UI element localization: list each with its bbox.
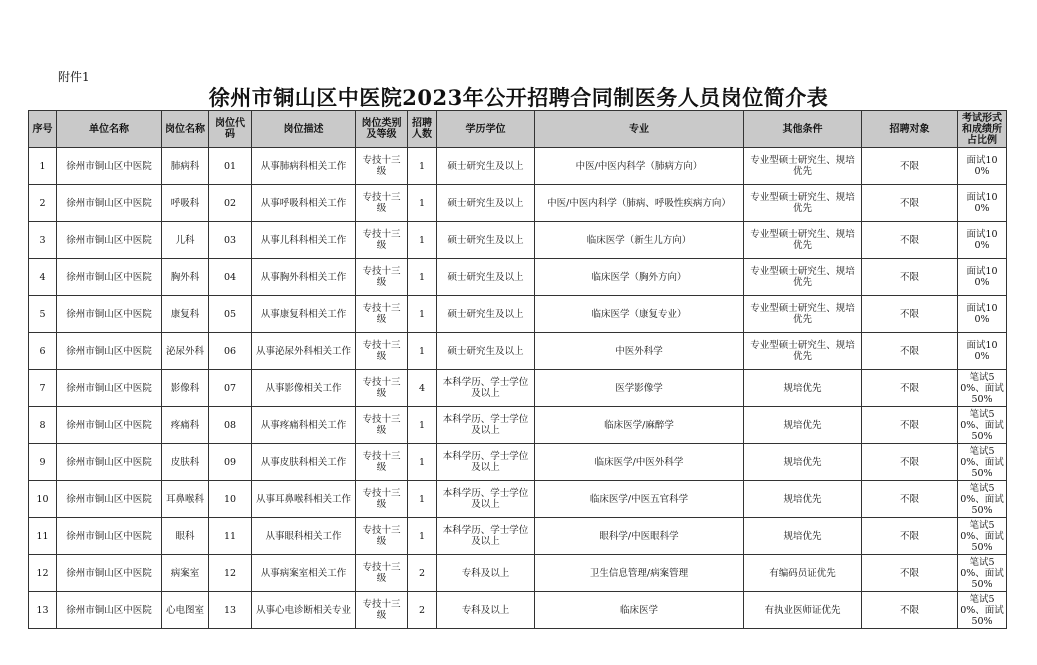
cell-target: 不限: [862, 370, 958, 407]
cell-unit: 徐州市铜山区中医院: [57, 259, 162, 296]
cell-count: 1: [408, 185, 437, 222]
cell-description: 从事康复科相关工作: [252, 296, 356, 333]
table-row: [29, 444, 1007, 481]
cell-conditions: 专业型硕士研究生、规培优先: [744, 222, 862, 259]
cell-description: 从事影像相关工作: [252, 370, 356, 407]
table-row: [29, 296, 1007, 333]
cell-target: 不限: [862, 481, 958, 518]
cell-position: 儿科: [162, 222, 209, 259]
cell-unit: 徐州市铜山区中医院: [57, 222, 162, 259]
cell-index: 11: [29, 518, 57, 555]
cell-target: 不限: [862, 555, 958, 592]
cell-code: 09: [209, 444, 252, 481]
cell-category: 专技十三级: [356, 259, 408, 296]
cell-index: 6: [29, 333, 57, 370]
cell-conditions: 专业型硕士研究生、规培优先: [744, 333, 862, 370]
cell-description: 从事耳鼻喉科相关工作: [252, 481, 356, 518]
cell-exam: 面试100%: [958, 148, 1007, 185]
cell-position: 胸外科: [162, 259, 209, 296]
cell-target: 不限: [862, 222, 958, 259]
cell-category: 专技十三级: [356, 185, 408, 222]
cell-exam: 笔试50%、面试50%: [958, 555, 1007, 592]
cell-conditions: 有执业医师证优先: [744, 592, 862, 629]
col-position: 岗位名称: [162, 111, 209, 148]
cell-code: 11: [209, 518, 252, 555]
table-row: [29, 518, 1007, 555]
cell-category: 专技十三级: [356, 592, 408, 629]
cell-target: 不限: [862, 185, 958, 222]
cell-conditions: 专业型硕士研究生、规培优先: [744, 185, 862, 222]
cell-category: 专技十三级: [356, 444, 408, 481]
cell-exam: 笔试50%、面试50%: [958, 518, 1007, 555]
cell-education: 本科学历、学士学位及以上: [437, 407, 535, 444]
cell-major: 眼科学/中医眼科学: [535, 518, 744, 555]
cell-position: 疼痛科: [162, 407, 209, 444]
table-header-row: [29, 111, 1007, 148]
cell-conditions: 规培优先: [744, 444, 862, 481]
table-row: [29, 222, 1007, 259]
cell-description: 从事儿科科相关工作: [252, 222, 356, 259]
cell-code: 13: [209, 592, 252, 629]
cell-index: 9: [29, 444, 57, 481]
cell-category: 专技十三级: [356, 555, 408, 592]
cell-position: 呼吸科: [162, 185, 209, 222]
cell-major: 医学影像学: [535, 370, 744, 407]
table-row: [29, 333, 1007, 370]
cell-major: 中医/中医内科学（肺病、呼吸性疾病方向）: [535, 185, 744, 222]
col-major: 专业: [535, 111, 744, 148]
cell-education: 专科及以上: [437, 555, 535, 592]
cell-position: 皮肤科: [162, 444, 209, 481]
col-target: 招聘对象: [862, 111, 958, 148]
attachment-label: 附件1: [58, 70, 90, 84]
cell-exam: 笔试50%、面试50%: [958, 370, 1007, 407]
col-description: 岗位描述: [252, 111, 356, 148]
cell-index: 4: [29, 259, 57, 296]
col-code: 岗位代码: [209, 111, 252, 148]
cell-education: 硕士研究生及以上: [437, 333, 535, 370]
cell-position: 耳鼻喉科: [162, 481, 209, 518]
cell-count: 1: [408, 333, 437, 370]
cell-target: 不限: [862, 518, 958, 555]
cell-education: 本科学历、学士学位及以上: [437, 518, 535, 555]
cell-description: 从事心电诊断相关专业: [252, 592, 356, 629]
cell-major: 中医/中医内科学（肺病方向）: [535, 148, 744, 185]
cell-position: 眼科: [162, 518, 209, 555]
cell-major: 临床医学（胸外方向）: [535, 259, 744, 296]
cell-target: 不限: [862, 407, 958, 444]
cell-count: 1: [408, 444, 437, 481]
cell-education: 硕士研究生及以上: [437, 148, 535, 185]
cell-count: 1: [408, 296, 437, 333]
cell-target: 不限: [862, 148, 958, 185]
cell-major: 临床医学/中医外科学: [535, 444, 744, 481]
cell-index: 13: [29, 592, 57, 629]
cell-index: 12: [29, 555, 57, 592]
cell-conditions: 专业型硕士研究生、规培优先: [744, 259, 862, 296]
table-row: [29, 407, 1007, 444]
cell-index: 5: [29, 296, 57, 333]
table-row: [29, 555, 1007, 592]
cell-count: 4: [408, 370, 437, 407]
cell-code: 06: [209, 333, 252, 370]
cell-count: 2: [408, 555, 437, 592]
cell-education: 硕士研究生及以上: [437, 185, 535, 222]
cell-education: 本科学历、学士学位及以上: [437, 370, 535, 407]
col-education: 学历学位: [437, 111, 535, 148]
cell-code: 04: [209, 259, 252, 296]
cell-description: 从事胸外科相关工作: [252, 259, 356, 296]
cell-major: 中医外科学: [535, 333, 744, 370]
cell-exam: 笔试50%、面试50%: [958, 444, 1007, 481]
cell-unit: 徐州市铜山区中医院: [57, 555, 162, 592]
cell-unit: 徐州市铜山区中医院: [57, 148, 162, 185]
cell-code: 12: [209, 555, 252, 592]
cell-major: 临床医学/麻醉学: [535, 407, 744, 444]
cell-position: 心电图室: [162, 592, 209, 629]
cell-conditions: 规培优先: [744, 518, 862, 555]
cell-code: 07: [209, 370, 252, 407]
cell-conditions: 规培优先: [744, 481, 862, 518]
cell-conditions: 专业型硕士研究生、规培优先: [744, 296, 862, 333]
cell-unit: 徐州市铜山区中医院: [57, 185, 162, 222]
cell-description: 从事泌尿外科相关工作: [252, 333, 356, 370]
cell-count: 1: [408, 148, 437, 185]
cell-code: 03: [209, 222, 252, 259]
cell-exam: 笔试50%、面试50%: [958, 592, 1007, 629]
cell-description: 从事肺病科相关工作: [252, 148, 356, 185]
cell-unit: 徐州市铜山区中医院: [57, 370, 162, 407]
cell-category: 专技十三级: [356, 222, 408, 259]
cell-count: 1: [408, 222, 437, 259]
cell-count: 2: [408, 592, 437, 629]
cell-exam: 面试100%: [958, 222, 1007, 259]
cell-exam: 面试100%: [958, 296, 1007, 333]
cell-count: 1: [408, 259, 437, 296]
cell-exam: 面试100%: [958, 259, 1007, 296]
cell-major: 临床医学: [535, 592, 744, 629]
cell-conditions: 规培优先: [744, 407, 862, 444]
cell-category: 专技十三级: [356, 333, 408, 370]
cell-unit: 徐州市铜山区中医院: [57, 296, 162, 333]
cell-category: 专技十三级: [356, 148, 408, 185]
cell-description: 从事病案室相关工作: [252, 555, 356, 592]
cell-index: 10: [29, 481, 57, 518]
cell-category: 专技十三级: [356, 296, 408, 333]
cell-description: 从事呼吸科相关工作: [252, 185, 356, 222]
cell-education: 硕士研究生及以上: [437, 222, 535, 259]
col-conditions: 其他条件: [744, 111, 862, 148]
cell-education: 本科学历、学士学位及以上: [437, 481, 535, 518]
cell-target: 不限: [862, 333, 958, 370]
table-row: [29, 148, 1007, 185]
cell-description: 从事疼痛科相关工作: [252, 407, 356, 444]
cell-target: 不限: [862, 259, 958, 296]
cell-unit: 徐州市铜山区中医院: [57, 592, 162, 629]
cell-education: 本科学历、学士学位及以上: [437, 444, 535, 481]
cell-index: 1: [29, 148, 57, 185]
table-row: [29, 592, 1007, 629]
table-row: [29, 185, 1007, 222]
cell-unit: 徐州市铜山区中医院: [57, 518, 162, 555]
cell-code: 02: [209, 185, 252, 222]
cell-position: 肺病科: [162, 148, 209, 185]
cell-target: 不限: [862, 592, 958, 629]
positions-table: [28, 110, 1007, 629]
table-row: [29, 259, 1007, 296]
cell-unit: 徐州市铜山区中医院: [57, 407, 162, 444]
cell-count: 1: [408, 407, 437, 444]
cell-unit: 徐州市铜山区中医院: [57, 444, 162, 481]
col-unit: 单位名称: [57, 111, 162, 148]
table-row: [29, 370, 1007, 407]
cell-major: 卫生信息管理/病案管理: [535, 555, 744, 592]
cell-conditions: 专业型硕士研究生、规培优先: [744, 148, 862, 185]
cell-exam: 面试100%: [958, 185, 1007, 222]
cell-conditions: 有编码员证优先: [744, 555, 862, 592]
cell-code: 10: [209, 481, 252, 518]
cell-index: 3: [29, 222, 57, 259]
cell-index: 2: [29, 185, 57, 222]
cell-education: 硕士研究生及以上: [437, 259, 535, 296]
cell-target: 不限: [862, 296, 958, 333]
cell-position: 病案室: [162, 555, 209, 592]
col-count: 招聘人数: [408, 111, 437, 148]
cell-category: 专技十三级: [356, 481, 408, 518]
cell-exam: 笔试50%、面试50%: [958, 407, 1007, 444]
cell-code: 05: [209, 296, 252, 333]
cell-index: 8: [29, 407, 57, 444]
cell-description: 从事皮肤科相关工作: [252, 444, 356, 481]
cell-position: 泌尿外科: [162, 333, 209, 370]
col-index: 序号: [29, 111, 57, 148]
cell-code: 08: [209, 407, 252, 444]
cell-position: 影像科: [162, 370, 209, 407]
cell-code: 01: [209, 148, 252, 185]
table-row: [29, 481, 1007, 518]
cell-major: 临床医学（康复专业）: [535, 296, 744, 333]
cell-index: 7: [29, 370, 57, 407]
cell-target: 不限: [862, 444, 958, 481]
col-exam: 考试形式和成绩所占比例: [958, 111, 1007, 148]
cell-major: 临床医学/中医五官科学: [535, 481, 744, 518]
cell-unit: 徐州市铜山区中医院: [57, 333, 162, 370]
col-category: 岗位类别及等级: [356, 111, 408, 148]
cell-category: 专技十三级: [356, 407, 408, 444]
cell-exam: 面试100%: [958, 333, 1007, 370]
cell-category: 专技十三级: [356, 370, 408, 407]
cell-education: 硕士研究生及以上: [437, 296, 535, 333]
cell-major: 临床医学（新生儿方向）: [535, 222, 744, 259]
cell-category: 专技十三级: [356, 518, 408, 555]
cell-count: 1: [408, 481, 437, 518]
cell-position: 康复科: [162, 296, 209, 333]
cell-conditions: 规培优先: [744, 370, 862, 407]
page-title: 徐州市铜山区中医院2023年公开招聘合同制医务人员岗位简介表: [208, 85, 829, 110]
cell-education: 专科及以上: [437, 592, 535, 629]
cell-description: 从事眼科相关工作: [252, 518, 356, 555]
cell-unit: 徐州市铜山区中医院: [57, 481, 162, 518]
cell-exam: 笔试50%、面试50%: [958, 481, 1007, 518]
cell-count: 1: [408, 518, 437, 555]
